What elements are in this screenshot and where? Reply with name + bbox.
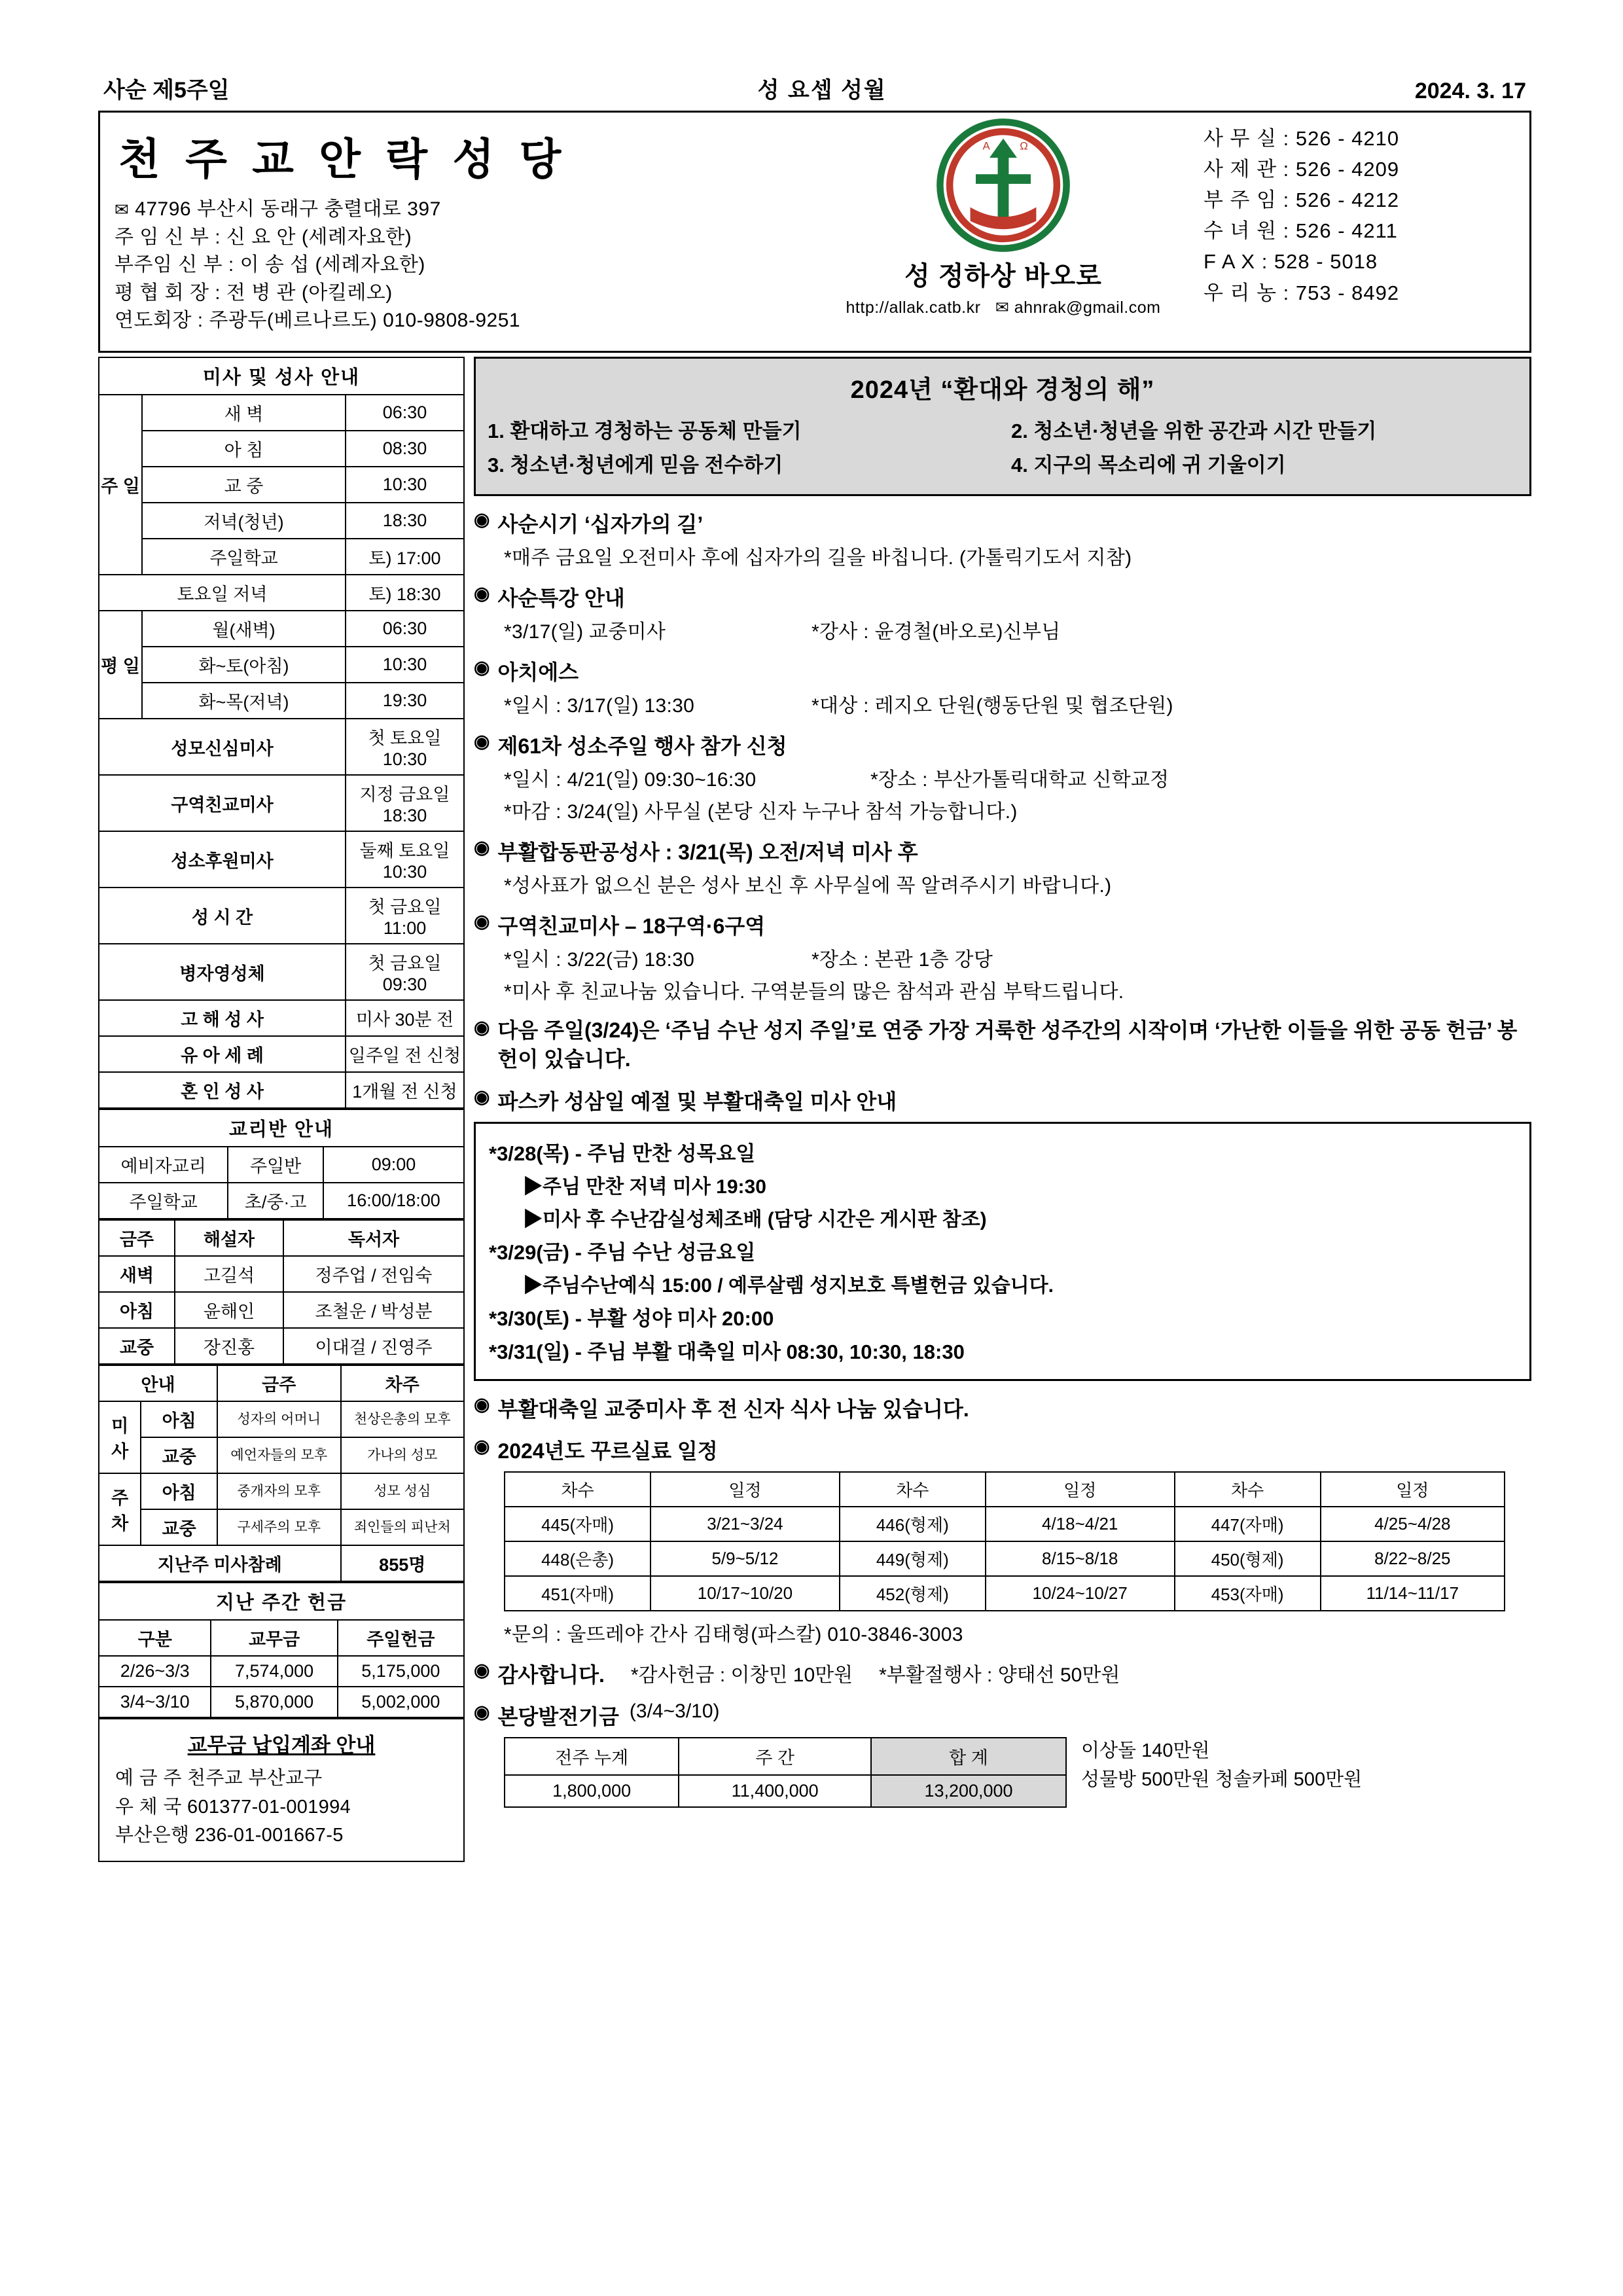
guide-header: 금주	[217, 1365, 341, 1401]
notice-line: *마감 : 3/24(일) 사무실 (본당 신자 누구나 참석 가능합니다.)	[504, 801, 1018, 823]
notice-col-a: *일시 : 4/21(일) 09:30~16:30	[504, 769, 757, 791]
weekday-label: 평 일	[99, 611, 142, 719]
header-box	[98, 111, 1531, 353]
cursillo-cell: 452(형제)	[840, 1576, 986, 1611]
top-center-text: 성 요셉 성월	[757, 78, 887, 103]
notice-section	[474, 730, 1531, 824]
next-sunday-row	[474, 1016, 1531, 1073]
notice-title: 제61차 성소주일 행사 참가 신청	[497, 734, 787, 758]
bullet-icon: ◉	[474, 1017, 490, 1037]
offering-sunday: 5,175,000	[338, 1656, 464, 1687]
mass-row-name: 화~토(아침)	[142, 647, 346, 683]
bullet-icon: ◉	[474, 509, 490, 529]
bullet-icon: ◉	[474, 657, 490, 677]
other-mass-name: 성모신심미사	[99, 719, 346, 775]
notice-title-row	[474, 656, 1531, 686]
envelope-icon: ✉	[115, 200, 130, 219]
notice-section	[474, 656, 1531, 718]
guide-next-week: 가나의 성모	[341, 1437, 465, 1473]
fund-value: 13,200,000	[871, 1775, 1066, 1807]
header-logo-area	[820, 113, 1186, 351]
cursillo-header: 일정	[1321, 1472, 1505, 1507]
mass-row-time: 19:30	[346, 683, 464, 719]
cursillo-cell: 450(형제)	[1175, 1541, 1321, 1576]
saint-name: 성 정하상 바오로	[904, 262, 1102, 291]
notice-line	[504, 763, 1531, 792]
right-column	[474, 357, 1531, 1862]
email-address[interactable]: ahnrak@gmail.com	[1014, 298, 1161, 317]
other-mass-when: 첫 토요일 10:30	[346, 719, 464, 775]
pastor-line: 주 임 신 부 : 신 요 안 (세례자요한)	[115, 226, 412, 248]
notice-title: 부활합동판공성사 : 3/21(목) 오전/저녁 미사 후	[497, 840, 918, 864]
thanks-section	[474, 1659, 1531, 1689]
paschal-box	[474, 1122, 1531, 1381]
guide-next-week: 죄인들의 피난처	[341, 1509, 465, 1545]
fund-header: 합 계	[871, 1738, 1066, 1775]
fund-note: 이상돌 140만원	[1081, 1740, 1210, 1762]
theme-item: 1. 환대하고 경청하는 공동체 만들기	[488, 420, 802, 442]
cursillo-cell: 8/15~8/18	[986, 1541, 1175, 1576]
left-column	[98, 357, 465, 1862]
paschal-head: *3/29(금) - 주님 수난 성금요일	[489, 1241, 756, 1265]
bullet-icon: ◉	[474, 1086, 490, 1107]
notice-title-row	[474, 730, 1531, 760]
readers-cell: 장진홍	[175, 1328, 283, 1364]
paschal-head: *3/31(일) - 주님 부활 대축일 미사 08:30, 10:30, 18:30	[489, 1340, 965, 1364]
cursillo-cell: 8/22~8/25	[1321, 1541, 1505, 1576]
notice-line: *미사 후 친교나눔 있습니다. 구역분들의 많은 참석과 관심 부탁드립니다.	[504, 981, 1124, 1003]
guide-next-week: 성모 성심	[341, 1473, 465, 1509]
fund-notes	[1067, 1737, 1362, 1794]
bullet-icon: ◉	[474, 837, 490, 857]
paschal-head: *3/28(목) - 주님 만찬 성목요일	[489, 1142, 756, 1166]
guide-when: 교중	[141, 1509, 217, 1545]
fund-value: 1,800,000	[505, 1775, 679, 1807]
sunday-label: 주 일	[99, 395, 142, 575]
offering-period: 3/4~3/10	[99, 1687, 211, 1717]
catechism-cell: 주일반	[228, 1147, 323, 1183]
theme-row	[488, 448, 1518, 478]
contact-farm: 우 리 농 : 753 - 8492	[1204, 281, 1400, 304]
fund-value: 11,400,000	[679, 1775, 871, 1807]
guide-header: 차주	[341, 1365, 465, 1401]
catechism-title: 교리반 안내	[99, 1109, 464, 1147]
mass-row-time: 10:30	[346, 647, 464, 683]
guide-table	[98, 1365, 465, 1582]
account-line: 부산은행 236-01-001667-5	[115, 1825, 344, 1846]
catechism-cell: 예비자교리	[99, 1147, 228, 1183]
guide-group-label: 주 차	[99, 1473, 141, 1545]
cursillo-title-row	[474, 1435, 1531, 1465]
other-mass-name: 혼 인 성 사	[99, 1072, 346, 1108]
fund-title-row	[474, 1700, 1531, 1731]
mass-row-time: 토) 17:00	[346, 539, 464, 575]
other-mass-when: 둘째 토요일 10:30	[346, 831, 464, 888]
account-title: 교무금 납입계좌 안내	[187, 1734, 376, 1757]
guide-when: 아침	[141, 1473, 217, 1509]
fund-period: (3/4~3/10)	[629, 1700, 720, 1723]
address-text: 47796 부산시 동래구 충렬대로 397	[135, 198, 441, 220]
parish-emblem-icon	[935, 117, 1072, 254]
thanks-line-1: *감사헌금 : 이창민 10만원	[630, 1664, 853, 1687]
fund-section	[474, 1700, 1531, 1808]
guide-group-label: 미 사	[99, 1401, 141, 1473]
mass-row-time: 토) 18:30	[346, 575, 464, 611]
other-mass-when: 지정 금요일 18:30	[346, 775, 464, 831]
other-mass-when: 미사 30분 전	[346, 1000, 464, 1036]
thanks-line-2: *부활절행사 : 양태선 50만원	[879, 1664, 1120, 1687]
readers-cell: 이대걸 / 진영주	[283, 1328, 464, 1364]
mass-row-time: 06:30	[346, 611, 464, 647]
notice-line: *성사표가 없으신 분은 성사 보신 후 사무실에 꼭 알려주시기 바랍니다.)	[504, 875, 1112, 897]
website-url[interactable]: http://allak.catb.kr	[846, 298, 981, 317]
contact-rectory: 사 제 관 : 526 - 4209	[1204, 158, 1400, 181]
catechism-cell: 주일학교	[99, 1183, 228, 1219]
paschal-title-row	[474, 1085, 1531, 1115]
guide-this-week: 성자의 어머니	[217, 1401, 341, 1437]
svg-text:A: A	[982, 139, 990, 152]
fund-note: 성물방 500만원 청솔카페 500만원	[1081, 1768, 1363, 1790]
contact-office: 사 무 실 : 526 - 4210	[1204, 127, 1400, 150]
notice-title-row	[474, 836, 1531, 866]
offering-sunday: 5,002,000	[338, 1687, 464, 1717]
paschal-sub: ▶주님수난예식 15:00 / 예루살렘 성지보호 특별헌금 있습니다.	[523, 1275, 1054, 1297]
notice-section	[474, 582, 1531, 644]
cursillo-cell: 447(자매)	[1175, 1507, 1321, 1541]
catechism-table	[98, 1109, 465, 1219]
other-mass-name: 병자영성체	[99, 944, 346, 1000]
cursillo-cell: 448(은총)	[505, 1541, 651, 1576]
cursillo-cell: 5/9~5/12	[651, 1541, 840, 1576]
thanks-title: 감사합니다.	[497, 1663, 605, 1687]
guide-next-week: 천상은총의 모후	[341, 1401, 465, 1437]
notice-title: 아치에스	[497, 660, 579, 684]
mass-row-name: 교 중	[142, 467, 346, 503]
mass-schedule-title: 미사 및 성사 안내	[99, 357, 464, 395]
notice-title-row	[474, 508, 1531, 538]
cursillo-cell: 453(자매)	[1175, 1576, 1321, 1611]
theme-item: 3. 청소년·청년에게 믿음 전수하기	[488, 454, 783, 476]
other-mass-when: 첫 금요일 09:30	[346, 944, 464, 1000]
notice-col-a: *일시 : 3/17(일) 13:30	[504, 695, 695, 717]
cursillo-section	[474, 1435, 1531, 1647]
notice-section	[474, 836, 1531, 898]
bullet-icon: ◉	[474, 911, 490, 931]
readers-cell: 아침	[99, 1292, 175, 1328]
easter-meal-row	[474, 1393, 1531, 1423]
website-and-email	[846, 298, 1161, 317]
next-sunday-text: 다음 주일(3/24)은 ‘주님 수난 성지 주일’로 연중 가장 거룩한 성주간의 시작이며 ‘가난한 이들을 위한 공동 헌금’ 봉헌이 있습니다.	[497, 1018, 1518, 1071]
mass-row-name: 주일학교	[142, 539, 346, 575]
fund-title: 본당발전기금	[497, 1705, 619, 1729]
fund-header: 주 간	[679, 1738, 871, 1775]
readers-cell: 교중	[99, 1328, 175, 1364]
readers-cell: 윤해인	[175, 1292, 283, 1328]
bullet-icon: ◉	[474, 1702, 490, 1723]
mass-row-name: 월(새벽)	[142, 611, 346, 647]
mass-row-name: 아 침	[142, 431, 346, 467]
notice-section	[474, 508, 1531, 570]
notice-title: 사순특강 안내	[497, 586, 625, 610]
top-left-text: 사순 제5주일	[103, 78, 230, 103]
contact-assistant: 부 주 임 : 526 - 4212	[1204, 188, 1400, 212]
readers-cell: 새벽	[99, 1256, 175, 1292]
cursillo-cell: 446(형제)	[840, 1507, 986, 1541]
readers-cell: 정주업 / 전임숙	[283, 1256, 464, 1292]
paschal-sub: ▶미사 후 수난감실성체조배 (담당 시간은 게시판 참조)	[523, 1209, 987, 1231]
svg-text:Ω: Ω	[1020, 139, 1028, 152]
readers-cell: 조철운 / 박성분	[283, 1292, 464, 1328]
mass-row-name: 저녁(청년)	[142, 503, 346, 539]
other-mass-name: 고 해 성 사	[99, 1000, 346, 1036]
offering-title: 지난 주간 헌금	[99, 1583, 464, 1620]
mass-row-time: 08:30	[346, 431, 464, 467]
top-date: 2024. 3. 17	[1414, 79, 1526, 103]
guide-this-week: 구세주의 모후	[217, 1509, 341, 1545]
readers-header: 독서자	[283, 1220, 464, 1256]
notice-col-a: *일시 : 3/22(금) 18:30	[504, 949, 695, 971]
mass-row-time: 06:30	[346, 395, 464, 431]
theme-row	[488, 414, 1518, 444]
bullet-icon: ◉	[474, 1394, 490, 1415]
other-mass-when: 1개월 전 신청	[346, 1072, 464, 1108]
guide-when: 아침	[141, 1401, 217, 1437]
cursillo-cell: 11/14~11/17	[1321, 1576, 1505, 1611]
year-theme-box	[474, 357, 1531, 496]
guide-this-week: 예언자들의 모후	[217, 1437, 341, 1473]
account-box	[98, 1718, 465, 1862]
paschal-head: *3/30(토) - 부활 성야 미사 20:00	[489, 1307, 774, 1331]
top-line	[98, 72, 1531, 111]
mass-row-name: 토요일 저녁	[99, 575, 346, 611]
guide-header: 안내	[99, 1365, 217, 1401]
paschal-title: 파스카 성삼일 예절 및 부활대축일 미사 안내	[497, 1090, 897, 1114]
readers-header: 금주	[99, 1220, 175, 1256]
cursillo-cell: 451(자매)	[505, 1576, 651, 1611]
mass-row-time: 18:30	[346, 503, 464, 539]
envelope-icon-small: ✉	[995, 298, 1010, 317]
account-line: 우 체 국 601377-01-001994	[115, 1796, 351, 1818]
notice-section	[474, 910, 1531, 1004]
mass-row-time: 10:30	[346, 467, 464, 503]
header-left	[100, 113, 820, 351]
cursillo-cell: 4/25~4/28	[1321, 1507, 1505, 1541]
attendance-label: 지난주 미사참례	[99, 1545, 341, 1581]
address-line	[115, 196, 808, 224]
notice-line	[504, 615, 1531, 644]
readers-cell: 고길석	[175, 1256, 283, 1292]
other-mass-name: 구역친교미사	[99, 775, 346, 831]
notice-col-b: *대상 : 레지오 단원(행동단원 및 협조단원)	[812, 695, 1173, 717]
readers-header: 해설자	[175, 1220, 283, 1256]
offering-dues: 7,574,000	[211, 1656, 337, 1687]
cursillo-cell: 10/24~10/27	[986, 1576, 1175, 1611]
mass-row-name: 화~목(저녁)	[142, 683, 346, 719]
offering-header: 구분	[99, 1620, 211, 1656]
notice-col-b: *강사 : 윤경철(바오로)신부님	[812, 621, 1061, 643]
other-mass-name: 성 시 간	[99, 888, 346, 944]
contact-convent: 수 녀 원 : 526 - 4211	[1204, 219, 1398, 243]
account-line: 예 금 주 천주교 부산교구	[115, 1768, 323, 1789]
church-name: 천 주 교 안 락 성 당	[118, 135, 568, 183]
paschal-section	[474, 1085, 1531, 1381]
annual-line: 연도회장 : 주광두(베르나르도) 010-9808-9251	[115, 310, 521, 332]
cursillo-contact: *문의 : 울뜨레야 간사 김태형(파스칼) 010-3846-3003	[504, 1624, 963, 1646]
next-sunday-section	[474, 1016, 1531, 1073]
fund-body	[504, 1737, 1531, 1808]
attendance-value: 855명	[341, 1545, 465, 1581]
notice-line: *매주 금요일 오전미사 후에 십자가의 길을 바칩니다. (가톨릭기도서 지참)	[504, 547, 1132, 569]
cursillo-header: 일정	[986, 1472, 1175, 1507]
other-mass-when: 일주일 전 신청	[346, 1036, 464, 1072]
theme-item: 2. 청소년·청년을 위한 공간과 시간 만들기	[1011, 420, 1377, 442]
guide-this-week: 중개자의 모후	[217, 1473, 341, 1509]
cursillo-header: 일정	[651, 1472, 840, 1507]
council-line: 평 협 회 장 : 전 병 관 (아킬레오)	[115, 281, 393, 304]
bullet-icon: ◉	[474, 1660, 490, 1681]
catechism-cell: 초/중·고	[228, 1183, 323, 1219]
notice-title-row	[474, 910, 1531, 940]
cursillo-cell: 449(형제)	[840, 1541, 986, 1576]
assistant-line: 부주임 신 부 : 이 송 섭 (세례자요한)	[115, 254, 425, 276]
notice-line	[504, 689, 1531, 718]
notice-title: 구역친교미사 – 18구역·6구역	[497, 914, 766, 938]
body-columns	[98, 357, 1531, 1862]
fund-header: 전주 누계	[505, 1738, 679, 1775]
notice-col-b: *장소 : 부산가톨릭대학교 신학교정	[870, 769, 1169, 791]
bullet-icon: ◉	[474, 1436, 490, 1457]
header-contacts	[1186, 113, 1529, 351]
offering-period: 2/26~3/3	[99, 1656, 211, 1687]
notice-title: 사순시기 ‘십자가의 길’	[497, 512, 704, 536]
offering-header: 주일헌금	[338, 1620, 464, 1656]
year-theme-title: 2024년 “환대와 경청의 해”	[850, 376, 1155, 404]
notice-title-row	[474, 582, 1531, 612]
offering-dues: 5,870,000	[211, 1687, 337, 1717]
fund-table	[504, 1737, 1067, 1808]
bullet-icon: ◉	[474, 731, 490, 751]
notice-col-a: *3/17(일) 교중미사	[504, 621, 666, 643]
cursillo-header: 차수	[840, 1472, 986, 1507]
offering-header: 교무금	[211, 1620, 337, 1656]
other-mass-name: 유 아 세 례	[99, 1036, 346, 1072]
cursillo-header: 차수	[505, 1472, 651, 1507]
cursillo-cell: 4/18~4/21	[986, 1507, 1175, 1541]
readers-table	[98, 1219, 465, 1365]
offering-table	[98, 1582, 465, 1718]
cursillo-table	[504, 1471, 1505, 1611]
bullet-icon: ◉	[474, 583, 490, 603]
cursillo-cell: 3/21~3/24	[651, 1507, 840, 1541]
other-mass-when: 첫 금요일 11:00	[346, 888, 464, 944]
cursillo-title: 2024년도 꾸르실료 일정	[497, 1439, 718, 1463]
catechism-cell: 09:00	[323, 1147, 464, 1183]
notice-col-b: *장소 : 본관 1층 강당	[812, 949, 993, 971]
cursillo-cell: 445(자매)	[505, 1507, 651, 1541]
paschal-sub: ▶주님 만찬 저녁 미사 19:30	[523, 1176, 766, 1198]
thanks-row	[474, 1659, 1531, 1689]
mass-schedule-table	[98, 357, 465, 1109]
cursillo-cell: 10/17~10/20	[651, 1576, 840, 1611]
easter-meal-text: 부활대축일 교중미사 후 전 신자 식사 나눔 있습니다.	[497, 1397, 969, 1422]
mass-row-name: 새 벽	[142, 395, 346, 431]
other-mass-name: 성소후원미사	[99, 831, 346, 888]
theme-item: 4. 지구의 목소리에 귀 기울이기	[1011, 454, 1286, 476]
contact-fax: F A X : 528 - 5018	[1204, 250, 1378, 274]
notice-line	[504, 943, 1531, 972]
easter-meal-section	[474, 1393, 1531, 1423]
guide-when: 교중	[141, 1437, 217, 1473]
cursillo-header: 차수	[1175, 1472, 1321, 1507]
catechism-cell: 16:00/18:00	[323, 1183, 464, 1219]
